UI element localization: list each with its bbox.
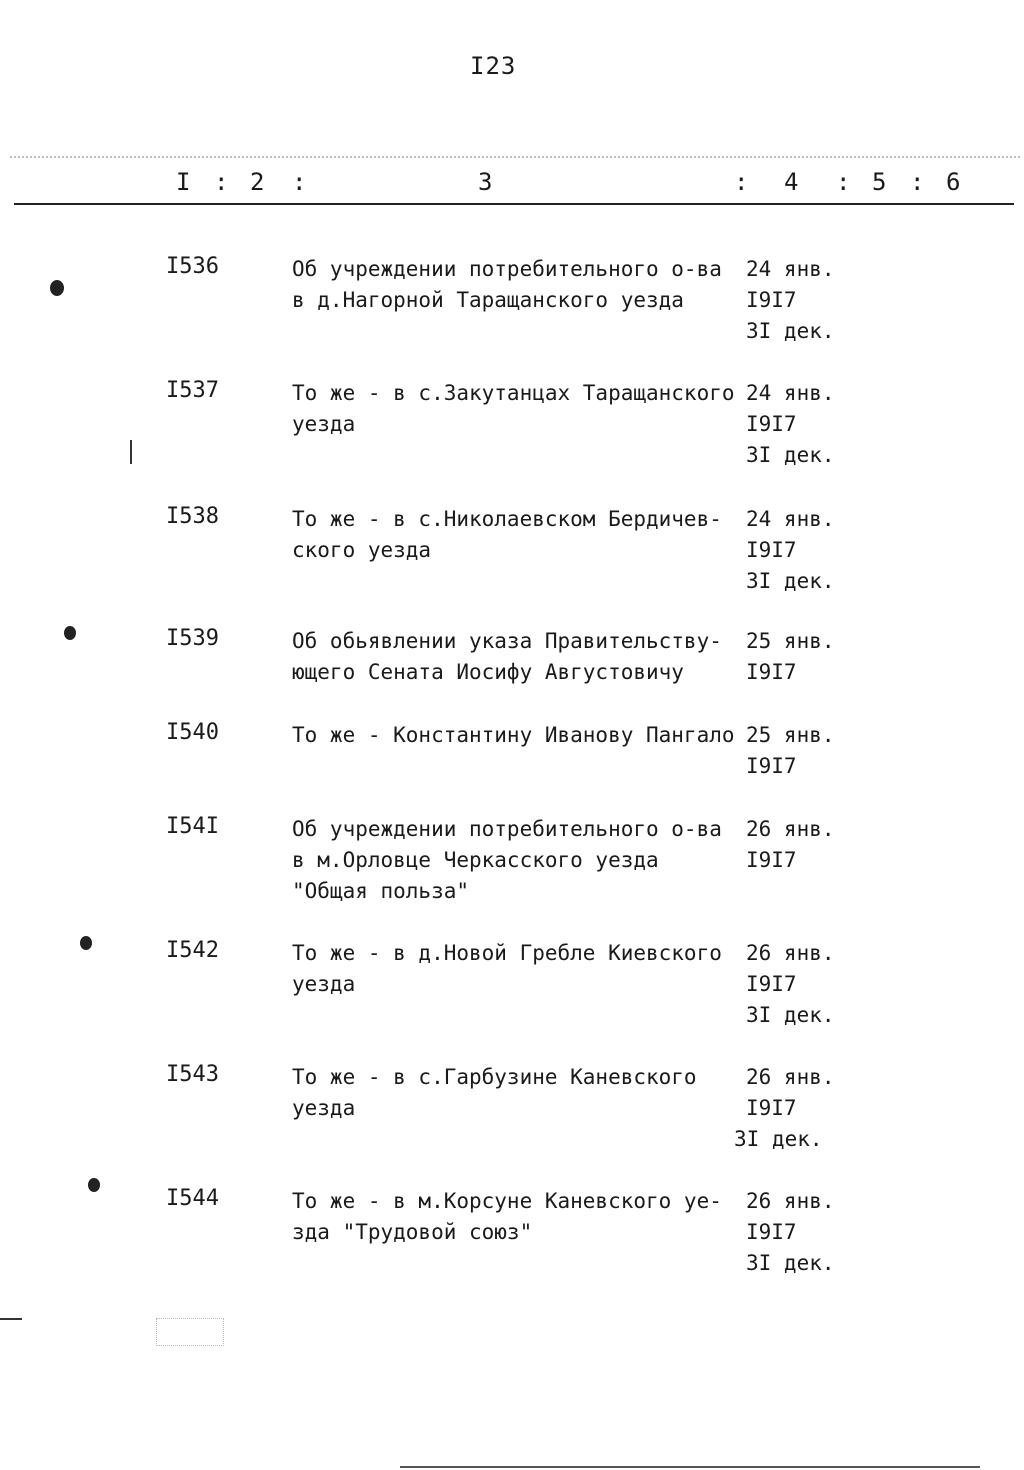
column-1-label: I	[176, 168, 191, 196]
entry-number: I54I	[166, 814, 219, 839]
column-separator: :	[734, 168, 749, 196]
entry-description	[292, 254, 742, 316]
entry-description	[292, 938, 742, 1000]
date-line: I9I7	[746, 412, 797, 436]
column-3-label: 3	[478, 168, 493, 196]
column-5-label: 5	[872, 168, 887, 196]
margin-mark	[130, 440, 132, 464]
page-number: I23	[470, 52, 517, 80]
date-line: 25 янв.	[746, 723, 835, 747]
ink-blot	[88, 1178, 100, 1192]
date-line: I9I7	[746, 754, 797, 778]
date-line: 24 янв.	[746, 507, 835, 531]
date-line: I9I7	[746, 538, 797, 562]
date-line: 24 янв.	[746, 257, 835, 281]
entry-description	[292, 378, 742, 440]
ink-blot	[50, 280, 64, 296]
faint-stamp	[156, 1318, 224, 1346]
entry-dates	[746, 378, 856, 471]
bottom-edge-line	[400, 1466, 980, 1468]
description-line: уезда	[292, 972, 356, 996]
description-line: в м.Орловце Черкасского уезда	[292, 848, 659, 872]
date-line: 26 янв.	[746, 817, 835, 841]
column-4-label: 4	[784, 168, 799, 196]
faint-top-line	[10, 156, 1020, 158]
column-header	[0, 168, 1024, 202]
date-line: 26 янв.	[746, 941, 835, 965]
ink-blot	[80, 936, 92, 950]
description-line: уезда	[292, 1096, 356, 1120]
entry-dates	[746, 626, 856, 688]
description-line: Об учреждении потребительного о-ва	[292, 257, 722, 281]
date-line: 3I дек.	[746, 319, 835, 343]
entry-number: I537	[166, 378, 219, 403]
date-line: I9I7	[746, 972, 797, 996]
description-line: "Общая польза"	[292, 879, 470, 903]
description-line: Об обьявлении указа Правительству-	[292, 629, 722, 653]
margin-mark	[0, 1318, 22, 1320]
ink-blot	[64, 626, 76, 640]
entry-description	[292, 720, 742, 751]
date-line: I9I7	[746, 1096, 797, 1120]
date-line: 3I дек.	[746, 569, 835, 593]
date-line: I9I7	[746, 660, 797, 684]
entry-description	[292, 1062, 742, 1124]
entry-number: I544	[166, 1186, 219, 1211]
description-line: То же - Константину Иванову Пангало	[292, 723, 735, 747]
date-line: I9I7	[746, 848, 797, 872]
header-rule	[14, 203, 1014, 205]
column-separator: :	[292, 168, 307, 196]
description-line: Об учреждении потребительного о-ва	[292, 817, 722, 841]
entry-dates	[746, 1186, 856, 1279]
description-line: ющего Сената Иосифу Августовичу	[292, 660, 684, 684]
entry-number: I540	[166, 720, 219, 745]
entry-number: I538	[166, 504, 219, 529]
entry-number: I542	[166, 938, 219, 963]
date-line: I9I7	[746, 1220, 797, 1244]
entry-number: I543	[166, 1062, 219, 1087]
date-line: 3I дек.	[746, 1251, 835, 1275]
date-line: 3I дек.	[746, 1003, 835, 1027]
entry-dates	[734, 1062, 856, 1155]
description-line: То же - в с.Николаевском Бердичев-	[292, 507, 722, 531]
column-2-label: 2	[250, 168, 265, 196]
date-line: 25 янв.	[746, 629, 835, 653]
description-line: уезда	[292, 412, 356, 436]
description-line: зда "Трудовой союз"	[292, 1220, 533, 1244]
entry-dates	[746, 720, 856, 782]
column-separator: :	[910, 168, 925, 196]
description-line: ского уезда	[292, 538, 432, 562]
entry-dates	[746, 938, 856, 1031]
column-separator: :	[836, 168, 851, 196]
entry-number: I539	[166, 626, 219, 651]
entry-description	[292, 626, 742, 688]
description-line: То же - в м.Корсуне Каневского уе-	[292, 1189, 722, 1213]
description-line: То же - в д.Новой Гребле Киевского	[292, 941, 722, 965]
entry-description	[292, 814, 742, 907]
description-line: То же - в с.Закутанцах Таращанского	[292, 381, 735, 405]
date-line: 24 янв.	[746, 381, 835, 405]
entry-dates	[746, 814, 856, 876]
description-line: То же - в с.Гарбузине Каневского	[292, 1065, 697, 1089]
entry-dates	[746, 504, 856, 597]
entry-number: I536	[166, 254, 219, 279]
date-line: 26 янв.	[746, 1065, 835, 1089]
column-separator: :	[214, 168, 229, 196]
entry-dates	[746, 254, 856, 347]
column-6-label: 6	[946, 168, 961, 196]
date-line: I9I7	[746, 288, 797, 312]
entry-description	[292, 1186, 742, 1248]
date-line: 3I дек.	[734, 1127, 823, 1151]
entry-description	[292, 504, 742, 566]
description-line: в д.Нагорной Таращанского уезда	[292, 288, 684, 312]
date-line: 3I дек.	[746, 443, 835, 467]
date-line: 26 янв.	[746, 1189, 835, 1213]
